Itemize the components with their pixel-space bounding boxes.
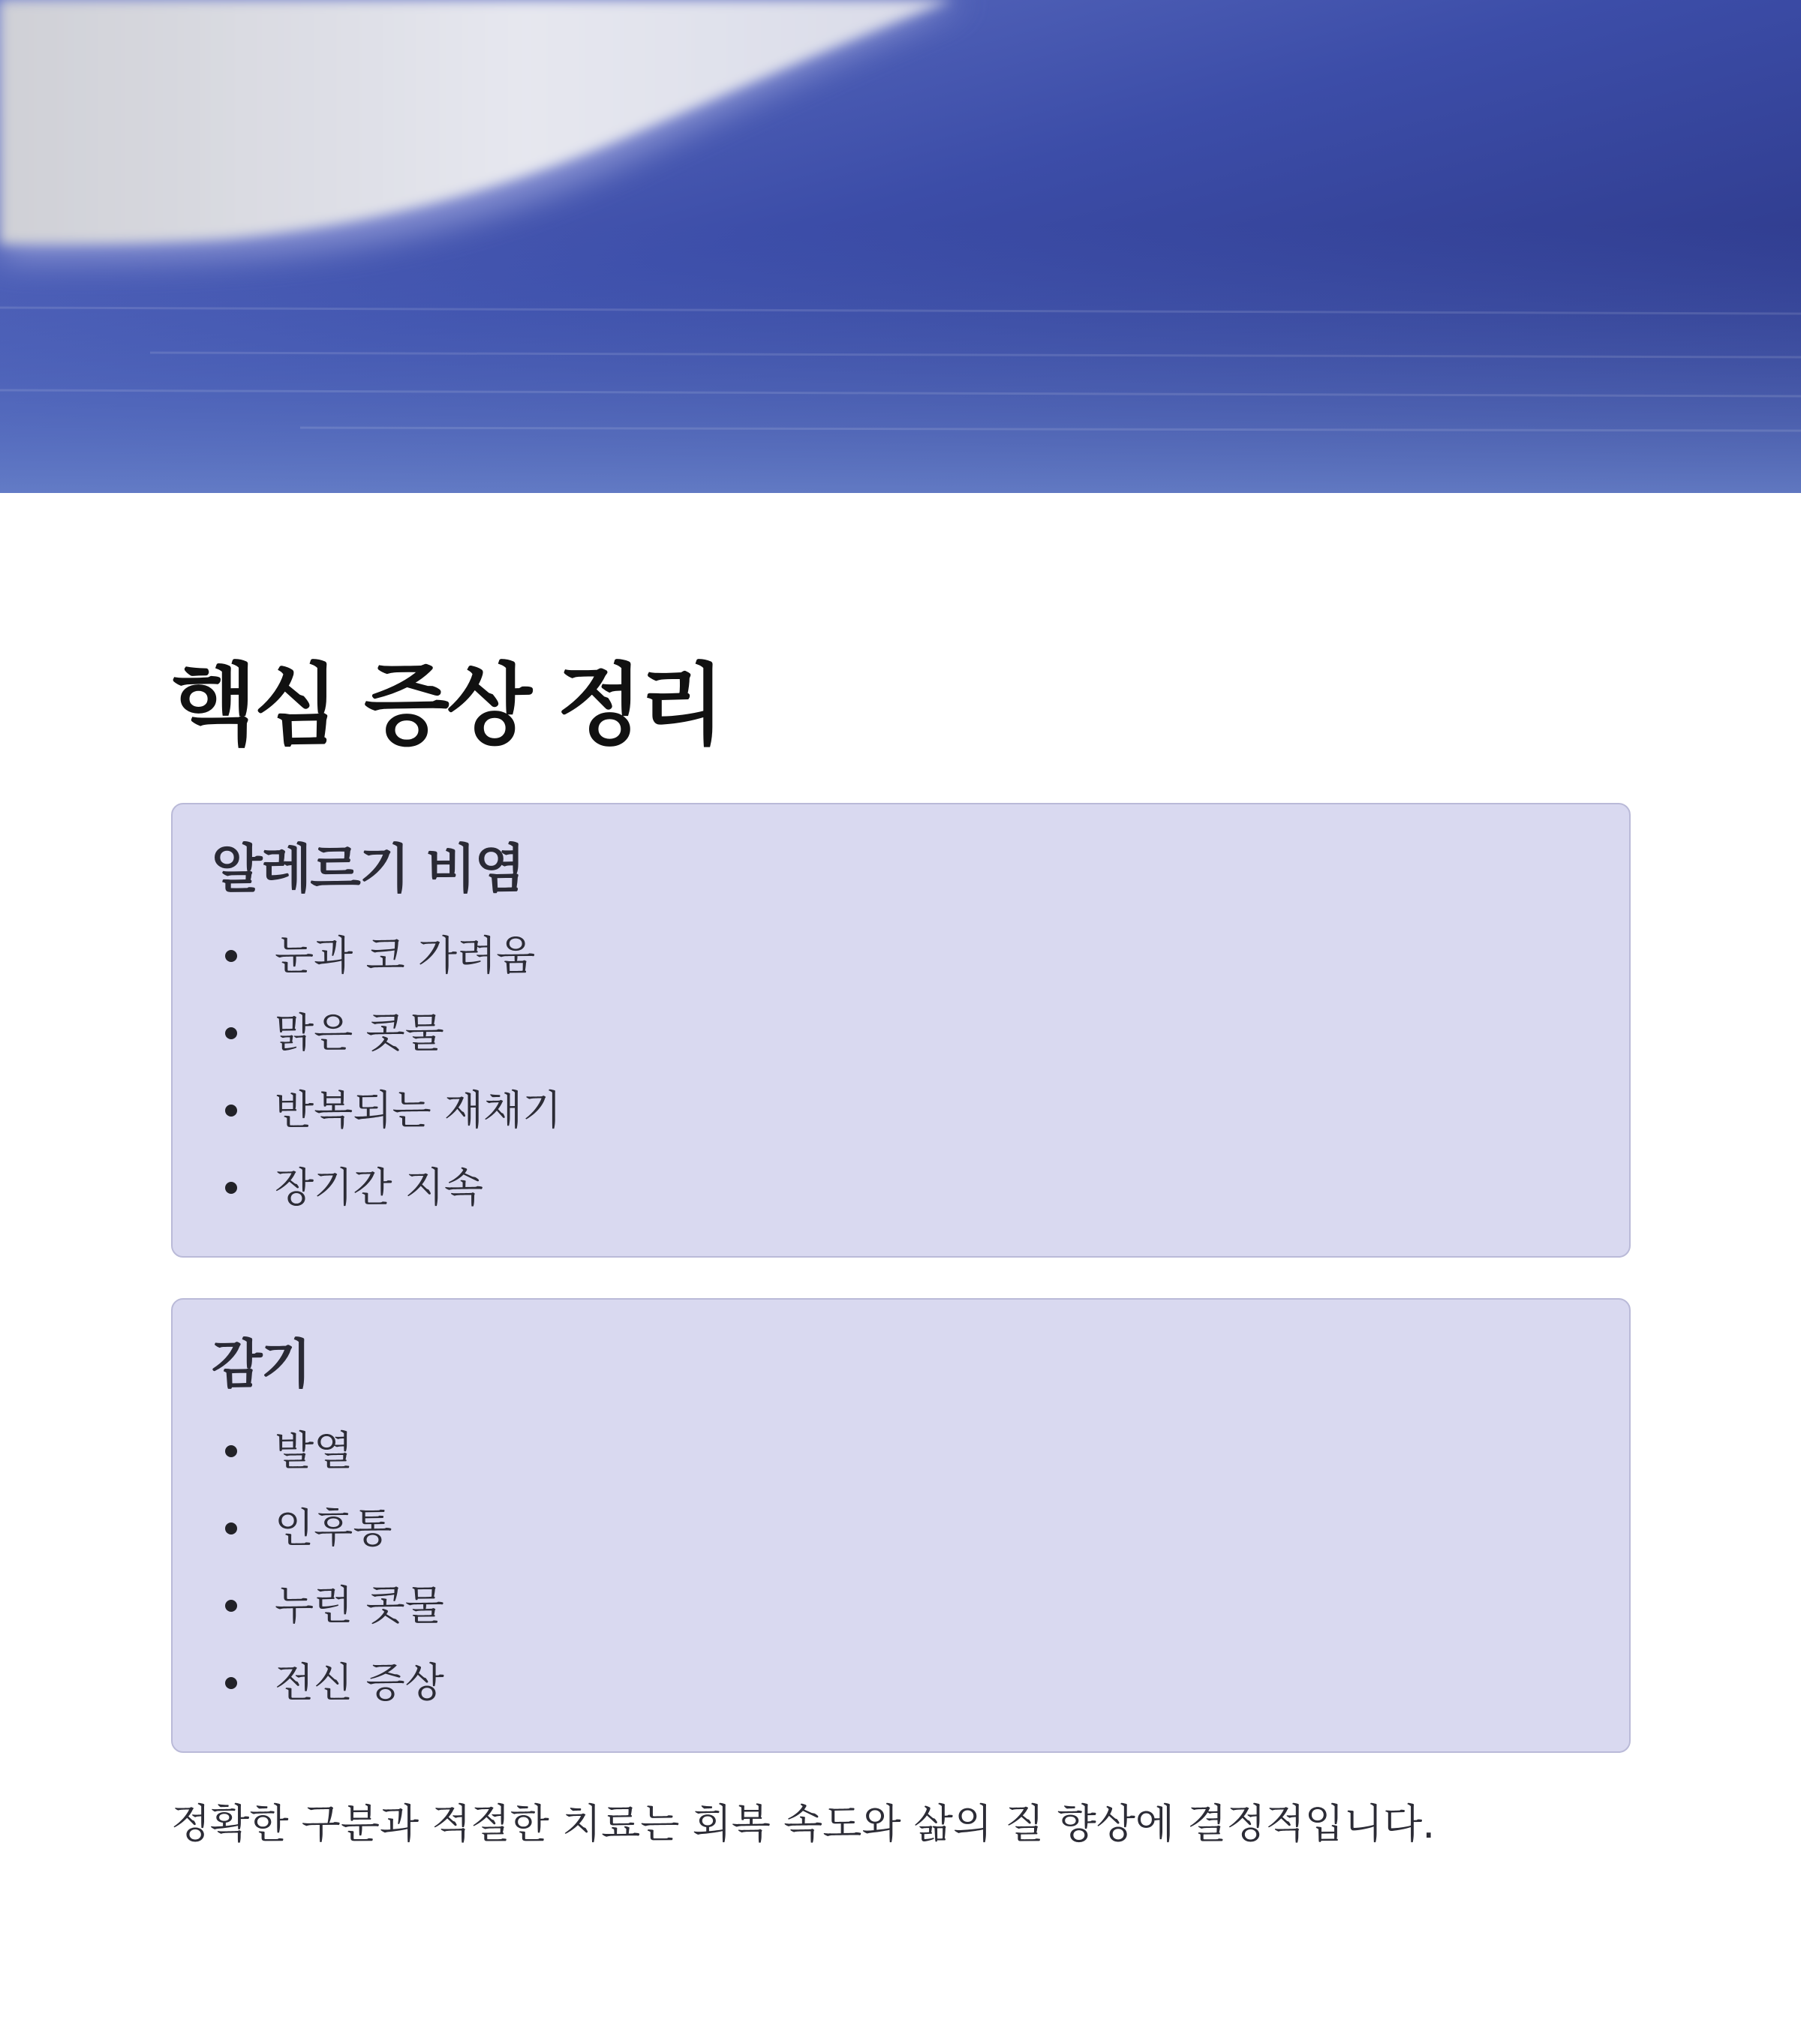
bullet-icon [225,1522,237,1535]
list-item-text: 누런 콧물 [275,1581,444,1629]
summary-text: 정확한 구분과 적절한 치료는 회복 속도와 삶의 질 향상에 결정적입니다. [171,1799,1436,1847]
list-item-text: 장기간 지속 [275,1163,483,1211]
wave-graphic [0,0,1801,493]
page-title: 핵심 증상 정리 [171,654,723,757]
list-item [212,1149,1590,1226]
list-item-text: 눈과 코 가려움 [275,931,536,979]
list-item [212,994,1590,1072]
card-allergic-rhinitis [171,803,1631,1258]
main-content [171,653,1631,1850]
header-banner-image [0,0,1801,493]
list-item-text: 맑은 콧물 [275,1008,444,1057]
card-title: 감기 [212,1333,311,1395]
symptom-list [212,1412,1590,1721]
list-item-text: 반복되는 재채기 [275,1086,562,1134]
list-item-text: 전신 증상 [275,1658,444,1706]
bullet-icon [225,1445,237,1457]
list-item [212,1412,1590,1489]
bullet-icon [225,950,237,962]
list-item [212,1644,1590,1721]
bullet-icon [225,1027,237,1039]
symptom-list [212,917,1590,1226]
list-item [212,1072,1590,1149]
list-item-text: 발열 [275,1426,353,1474]
bullet-icon [225,1105,237,1117]
list-item-text: 인후통 [275,1504,392,1552]
card-common-cold [171,1298,1631,1753]
list-item [212,1567,1590,1644]
bullet-icon [225,1182,237,1194]
card-title: 알레르기 비염 [212,837,525,900]
list-item [212,1489,1590,1567]
list-item [212,917,1590,994]
bullet-icon [225,1677,237,1689]
bullet-icon [225,1600,237,1612]
